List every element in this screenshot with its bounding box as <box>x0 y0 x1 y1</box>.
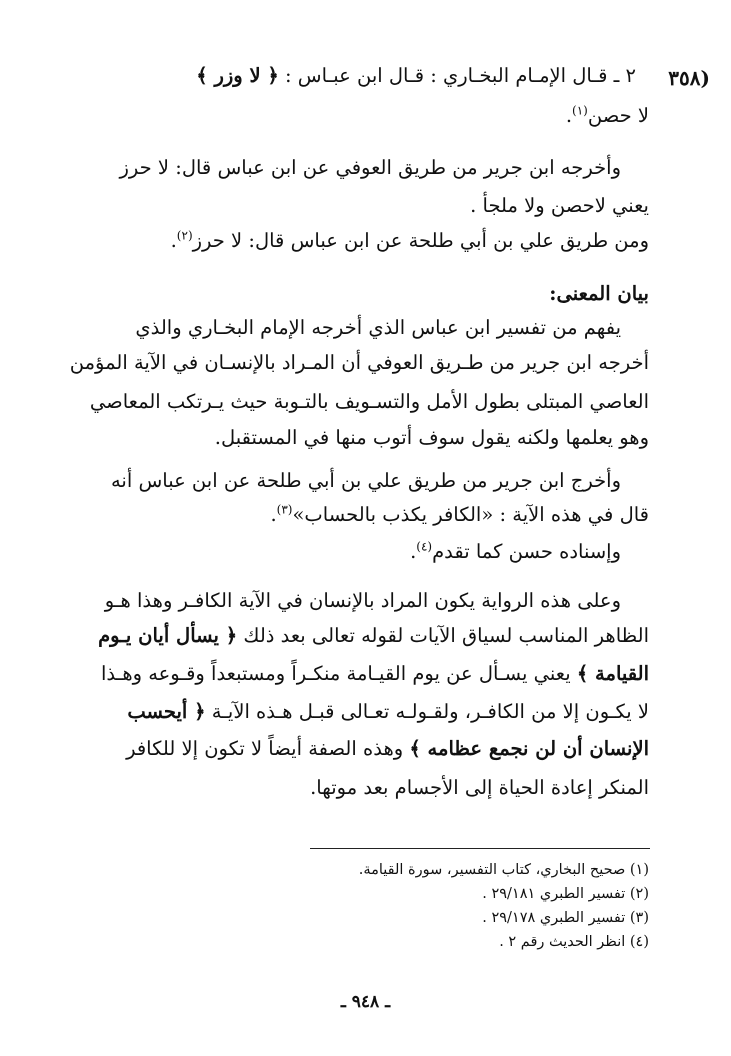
para2-line-3: العاصي المبتلى بطول الأمل والتسـويف بالتـوبة حيث يـرتكب المعاصي <box>89 390 649 413</box>
footnote-1: (١) صحيح البخاري، كتاب التفسير، سورة القيامة. <box>358 862 649 878</box>
hadith-intro-text: ٢ ـ قـال الإمـام البخـاري : قـال ابن عبـاس : <box>278 64 636 87</box>
para1-line-2: يعني لاحصن ولا ملجأ . <box>470 194 649 217</box>
page-number: ـ ٩٤٨ ـ <box>340 992 391 1012</box>
footnote-2: (٢) تفسير الطبري ٢٩/١٨١ . <box>482 886 649 902</box>
para1-line-1: وأخرجه ابن جرير من طريق العوفي عن ابن عباس قال: لا حرز <box>119 156 621 179</box>
para4-line-4: لا يكـون إلا من الكافـر، ولقـولـه تعـالى قبـل هـذه الآيـة ﴿ أيحسب <box>127 700 649 723</box>
footnote-ref-4: (٤) <box>416 539 433 554</box>
footnotes <box>79 858 649 954</box>
quran-quote-ayahsab: ﴿ أيحسب <box>127 700 206 723</box>
footnote-ref-2: (٢) <box>176 228 193 243</box>
footnote-4: (٤) انظر الحديث رقم ٢ . <box>499 934 649 950</box>
section-heading: بيان المعنى: <box>549 282 649 305</box>
para2-line-1: يفهم من تفسير ابن عباس الذي أخرجه الإمام البخـاري والذي <box>135 316 621 339</box>
footnote-ref-1: (١) <box>572 103 588 118</box>
footnote-divider <box>310 848 650 849</box>
para2-line-4: وهو يعلمها ولكنه يقول سوف أتوب منها في المستقبل. <box>214 426 649 449</box>
hadith-line-2: لا حصن$^{(١)}$. <box>565 103 649 127</box>
para3-line-3: وإسناده حسن كما تقدم$^{(٤)}$. <box>410 539 621 563</box>
hadith-line-1 <box>96 64 636 87</box>
para4-line-3: القيامة ﴾ يعني يسـأل عن يوم القيـامة منكـراً ومستبعداً وقـوعه وهـذا <box>100 662 649 685</box>
para1-line-3: ومن طريق علي بن أبي طلحة عن ابن عباس قال: لا حرز$^{(٢)}$. <box>170 228 649 252</box>
para4-line-2: الظاهر المناسب لسياق الآيات لقوله تعالى بعد ذلك ﴿ يسأل أيان يـوم <box>98 624 649 647</box>
para4-line-5: الإنسان أن لن نجمع عظامه ﴾ وهذه الصفة أيضاً لا تكون إلا للكافر <box>126 737 649 760</box>
quran-quote-yasal: ﴿ يسأل أيان يـوم <box>98 624 238 647</box>
footnote-ref-3: (٣) <box>276 502 293 517</box>
quran-quote-la-wazar: ﴿ لا وزر ﴾ <box>196 64 279 87</box>
para3-line-2: قال في هذه الآية : «الكافر يكذب بالحساب»$^{(٣)}$. <box>270 502 649 526</box>
footnote-3: (٣) تفسير الطبري ٢٩/١٧٨ . <box>482 910 649 926</box>
quran-quote-qiyama: القيامة ﴾ <box>576 662 649 685</box>
para4-line-6: المنكر إعادة الحياة إلى الأجسام بعد موتها. <box>310 776 649 799</box>
hadith-number: (٣٥٨ <box>668 66 710 90</box>
para2-line-2: أخرجه ابن جرير من طـريق العوفي أن المـراد بالإنسـان في الآية المؤمن <box>69 351 649 374</box>
quran-quote-insan: الإنسان أن لن نجمع عظامه ﴾ <box>409 737 649 760</box>
para4-line-1: وعلى هذه الرواية يكون المراد بالإنسان في الآية الكافـر وهذا هـو <box>104 589 621 612</box>
para3-line-1: وأخرج ابن جرير من طريق علي بن أبي طلحة عن ابن عباس أنه <box>110 469 621 492</box>
